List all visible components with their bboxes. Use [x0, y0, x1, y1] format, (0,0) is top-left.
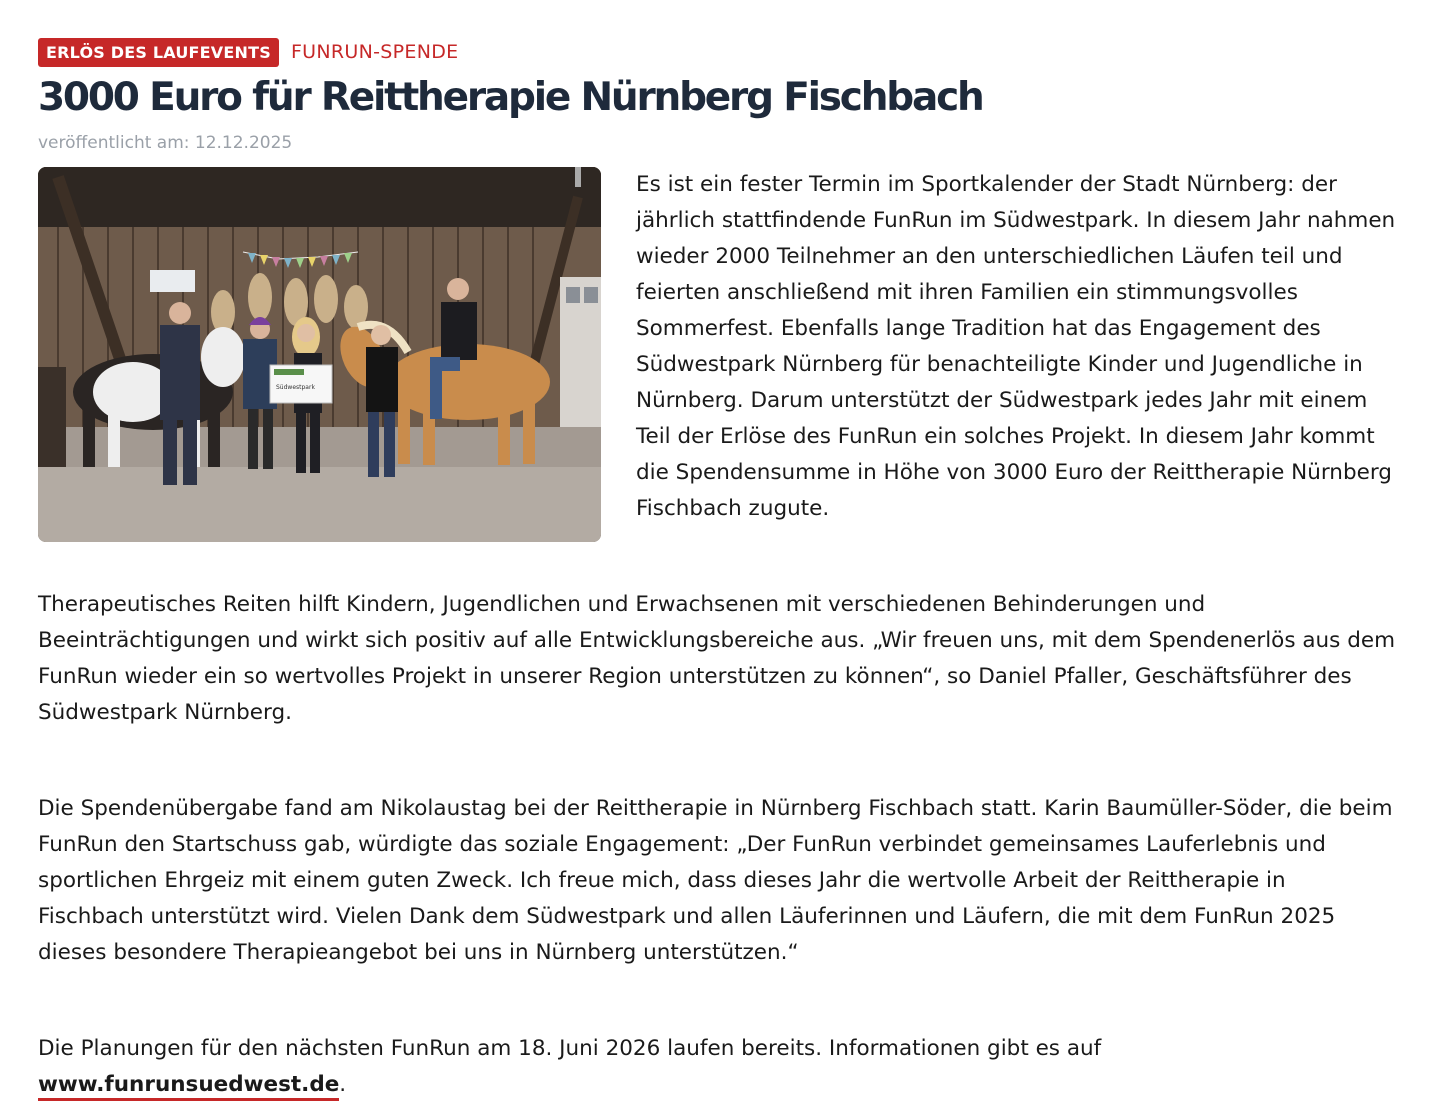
- funrun-website-link[interactable]: www.funrunsuedwest.de: [38, 1072, 339, 1101]
- body-paragraph-4: [38, 1031, 1398, 1103]
- donation-check-text: Südwestpark: [276, 384, 315, 391]
- kicker-row: [38, 37, 1398, 67]
- topic-label[interactable]: FUNRUN-SPENDE: [290, 41, 459, 63]
- intro-section: [38, 167, 1398, 542]
- paragraph-4-end: .: [339, 1072, 347, 1097]
- publish-date: veröffentlicht am: 12.12.2025: [38, 133, 293, 153]
- article: [38, 37, 1398, 1103]
- article-headline: 3000 Euro für Reittherapie Nürnberg Fischbach: [38, 75, 983, 120]
- body-paragraph-3: Die Spendenübergabe fand am Nikolaustag bei der Reittherapie in Nürnberg Fischbach statt. Karin Baumüller-Söder, die beim FunRun den Startschuss gab, würdigte das soziale Engagement: „Der FunRun verbindet gemeinsames Lauferlebnis und sportlichen Ehrgeiz mit einem guten Zweck. Ich freue mich, dass dieses Jahr die wertvolle Arbeit der Reittherapie in Fischbach unterstützt wird. Vielen Dank dem Südwestpark und allen Läuferinnen und Läufern, die mit dem FunRun 2025 dieses besondere Therapieangebot bei uns in Nürnberg unterstützen.“: [38, 796, 1393, 965]
- article-photo[interactable]: [38, 167, 601, 542]
- body-paragraph-2: Therapeutisches Reiten hilft Kindern, Jugendlichen und Erwachsenen mit verschiedenen Behinderungen und Beeinträchtigungen und wirkt sich positiv auf alle Entwicklungsbereiche aus. „Wir freuen uns, mit dem Spendenerlös aus dem FunRun wieder ein so wertvolles Projekt in unserer Region unterstützen zu können“, so Daniel Pfaller, Geschäftsführer des Südwestpark Nürnberg.: [38, 592, 1396, 725]
- category-badge[interactable]: ERLÖS DES LAUFEVENTS: [38, 38, 279, 67]
- intro-paragraph: Es ist ein fester Termin im Sportkalender der Stadt Nürnberg: der jährlich stattfindende FunRun im Südwestpark. In diesem Jahr nahmen wieder 2000 Teilnehmer an den unterschiedlichen Läufen teil und feierten anschließend mit ihren Familien ein stimmungsvolles Sommerfest. Ebenfalls lange Tradition hat das Engagement des Südwestpark Nürnberg für benachteiligte Kinder und Jugendliche in Nürnberg. Darum unterstützt der Südwestpark jedes Jahr mit einem Teil der Erlöse des FunRun ein solches Projekt. In diesem Jahr kommt die Spendensumme in Höhe von 3000 Euro der Reittherapie Nürnberg Fischbach zugute.: [636, 172, 1396, 521]
- paragraph-4-text: Die Planungen für den nächsten FunRun am 18. Juni 2026 laufen bereits. Informationen gibt es auf: [38, 1036, 1102, 1061]
